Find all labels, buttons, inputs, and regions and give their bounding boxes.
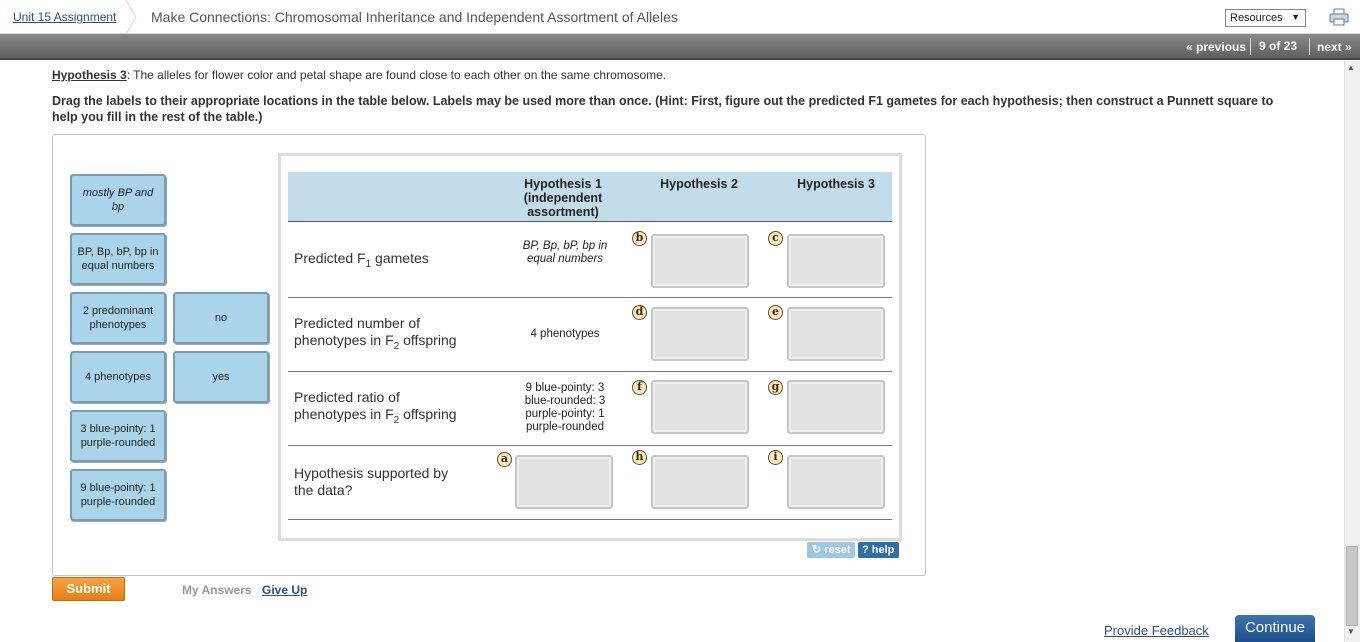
label-3-to-1-ratio[interactable] [70, 410, 166, 462]
reset-label: reset [824, 544, 851, 556]
submit-button[interactable]: Submit [52, 577, 125, 601]
marker-i: i [768, 450, 783, 465]
row-label-text: Predicted ratio of phenotypes in $F_2$ offspring [294, 389, 457, 426]
label-yes[interactable] [173, 351, 269, 403]
print-icon[interactable] [1329, 8, 1349, 26]
resources-label: Resources [1230, 12, 1283, 24]
label-text: 4 phenotypes [84, 371, 152, 383]
marker-g: g [768, 380, 783, 395]
help-button[interactable] [858, 542, 899, 558]
instructions: Drag the labels to their appropriate locations in the table below. Labels may be used more than once. (Hint: First, figure out the predicted F1 gametes for each hypothesis; then construct a Punnett square to help you fill in the rest of the table.) [52, 94, 1274, 124]
scrollbar-thumb[interactable] [1346, 546, 1358, 626]
drop-target-c[interactable] [787, 234, 885, 288]
help-label: ? help [862, 544, 895, 556]
column-header-hypothesis-1: Hypothesis 1 (independent assortment) [523, 177, 603, 219]
scroll-up-arrow-icon[interactable]: ▲ [1347, 63, 1355, 72]
label-text: mostly BP and bp [82, 187, 154, 213]
cell-h1-gametes: BP, Bp, bP, bp in equal numbers [522, 240, 608, 265]
label-text: yes [212, 371, 230, 383]
breadcrumb-chevron-icon [124, 0, 138, 34]
hypothesis-3-label: Hypothesis 3 [52, 68, 127, 82]
resources-dropdown[interactable] [1225, 9, 1306, 27]
label-equal-gametes[interactable] [70, 233, 166, 285]
label-9-to-1-ratio[interactable] [70, 469, 166, 521]
hypothesis-3-text [52, 68, 666, 82]
marker-b: b [632, 231, 647, 246]
row-label-phenotype-ratio [294, 389, 494, 429]
scroll-down-arrow-icon[interactable]: ▼ [1347, 627, 1355, 636]
row-label-text: Predicted $F_1$ gametes [294, 250, 429, 270]
row-label-supported: Hypothesis supported by the data? [294, 465, 449, 498]
nav-divider [1309, 38, 1310, 55]
row-label-phenotype-count [294, 315, 494, 355]
marker-c: c [768, 231, 783, 246]
row-divider [288, 297, 892, 298]
marker-e: e [768, 305, 783, 320]
label-mostly-bp[interactable] [70, 174, 166, 226]
reset-button[interactable] [807, 542, 855, 558]
hypothesis-3-statement: : The alleles for flower color and petal shape are found close to each other on the same chromosome. [126, 68, 667, 82]
drop-target-i[interactable] [787, 455, 885, 509]
marker-d: d [632, 305, 647, 320]
label-text: 9 blue-pointy: 1 purple-rounded [80, 482, 156, 508]
label-text: 3 blue-pointy: 1 purple-rounded [80, 423, 156, 449]
column-header-hypothesis-2: Hypothesis 2 [660, 177, 738, 191]
label-text: no [214, 312, 228, 324]
label-text: BP, Bp, bP, bp in equal numbers [77, 246, 159, 272]
row-divider [288, 519, 892, 520]
marker-h: h [632, 450, 647, 465]
column-header-hypothesis-3: Hypothesis 3 [797, 177, 875, 191]
label-2-phenotypes[interactable] [70, 292, 166, 344]
drop-target-b[interactable] [651, 234, 749, 288]
marker-f: f [632, 380, 647, 395]
nav-divider [1250, 38, 1251, 55]
drop-target-h[interactable] [651, 455, 749, 509]
label-no[interactable] [173, 292, 269, 344]
drop-target-a[interactable] [515, 455, 613, 509]
label-4-phenotypes[interactable] [70, 351, 166, 403]
row-divider [288, 371, 892, 372]
next-link[interactable]: next » [1317, 40, 1352, 54]
marker-a: a [497, 452, 512, 467]
reset-icon: ↻ [812, 544, 825, 556]
give-up-link[interactable]: Give Up [262, 583, 308, 597]
row-label-f1-gametes [294, 250, 429, 273]
row-label-text: Predicted number of phenotypes in $F_2$ offspring [294, 315, 457, 352]
navigation-bar [0, 34, 1360, 60]
page-title: Make Connections: Chromosomal Inheritance and Independent Assortment of Alleles [151, 9, 678, 25]
drop-target-d[interactable] [651, 307, 749, 361]
drop-target-g[interactable] [787, 380, 885, 434]
item-position: 9 of 23 [1259, 39, 1298, 53]
drop-target-f[interactable] [651, 380, 749, 434]
drop-target-e[interactable] [787, 307, 885, 361]
top-bar [0, 0, 1360, 34]
row-divider [288, 445, 892, 446]
provide-feedback-link[interactable]: Provide Feedback [1104, 623, 1209, 638]
dropdown-arrow-icon: ▼ [1291, 12, 1300, 22]
continue-button[interactable]: Continue [1235, 615, 1315, 642]
previous-link[interactable]: « previous [1186, 40, 1247, 54]
label-text: 2 predominant phenotypes [82, 305, 154, 331]
breadcrumb-unit-link[interactable]: Unit 15 Assignment [13, 10, 117, 24]
my-answers-link: My Answers [182, 583, 252, 597]
cell-h1-phenotype-count: 4 phenotypes [530, 328, 600, 340]
cell-h1-phenotype-ratio: 9 blue-pointy: 3 blue-rounded: 3 purple-pointy: 1 purple-rounded [524, 382, 606, 433]
